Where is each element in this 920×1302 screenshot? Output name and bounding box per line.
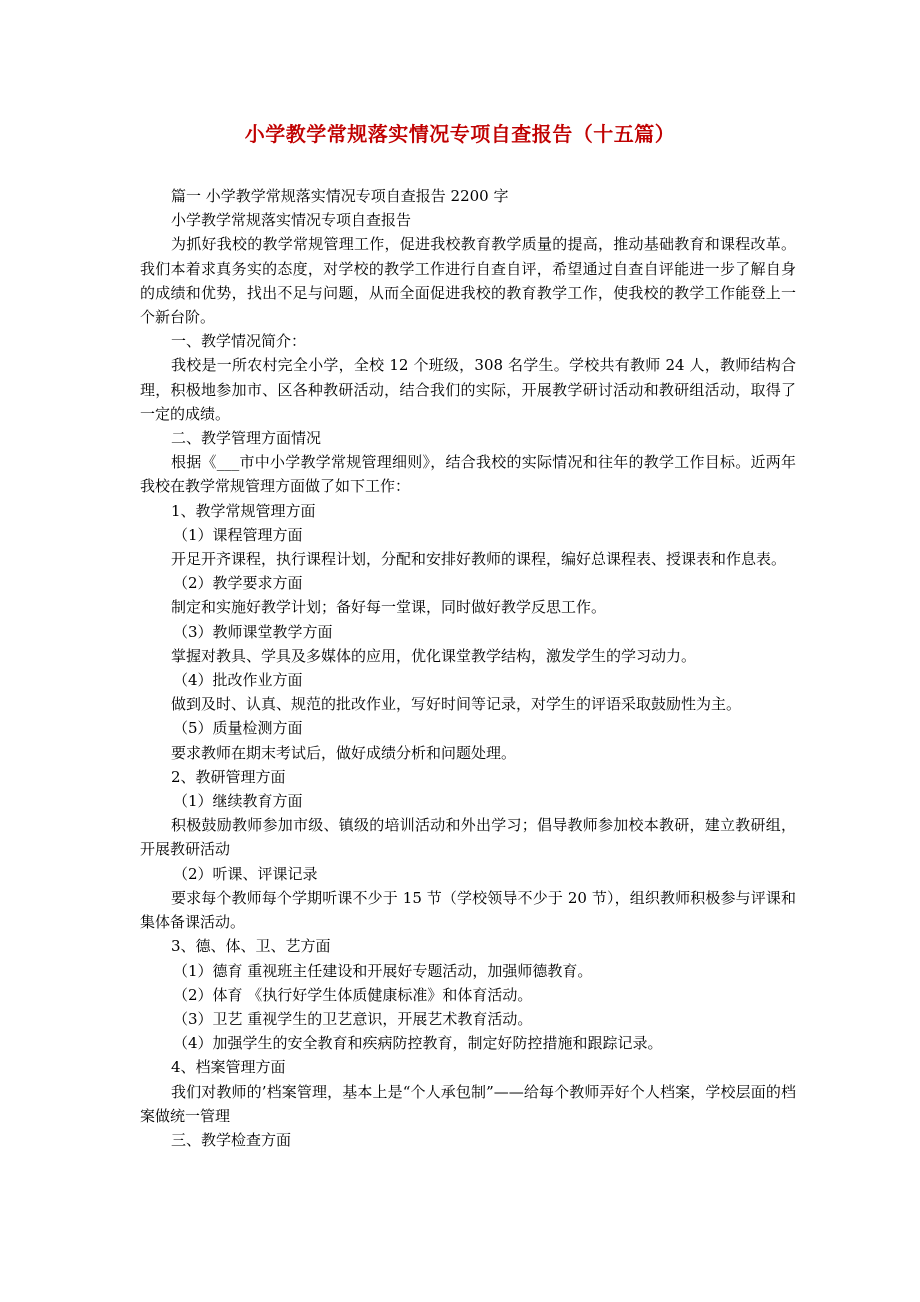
paragraph-homework: 做到及时、认真、规范的批改作业，写好时间等记录，对学生的评语采取鼓励性为主。: [171, 695, 742, 714]
section-heading-1: 一、教学情况简介：: [171, 332, 307, 351]
item-heading-lesson-observation: （2）听课、评课记录: [173, 864, 318, 883]
paragraph-continuing-education: 积极鼓励教师参加市级、镇级的培训活动和外出学习；倡导教师参加校本教研，建立教研组，开展教研活动: [140, 816, 796, 859]
item-moral-education: （1）德育 重视班主任建设和开展好专题活动，加强师德教育。: [173, 961, 593, 980]
paragraph-report-subtitle: 小学教学常规落实情况专项自查报告: [171, 211, 412, 230]
paragraph-chapter-heading: 篇一 小学教学常规落实情况专项自查报告 2200 字: [171, 187, 509, 205]
paragraph-lesson-observation: 要求每个教师每个学期听课不少于 15 节（学校领导不少于 20 节），组织教师积极参与评课和集体备课活动。: [140, 888, 796, 932]
item-physical-education: （2）体育 《执行好学生体质健康标准》和体育活动。: [173, 985, 533, 1004]
document-title: 小学教学常规落实情况专项自查报告（十五篇）: [244, 122, 676, 146]
paragraph-school-overview: 我校是一所农村完全小学，全校 12 个班级，308 名学生。学校共有教师 24 人，教师结构合理，积极地参加市、区各种教研活动，结合我们的实际，开展教学研讨活动和教研组活动，取得了一定的成绩。: [140, 356, 796, 423]
paragraph-classroom-teaching: 掌握对教具、学具及多媒体的应用，优化课堂教学结构，激发学生的学习动力。: [171, 646, 697, 665]
section-heading-3: 三、教学检查方面: [171, 1130, 292, 1149]
subsection-heading-4: 4、档案管理方面: [171, 1058, 286, 1077]
item-heading-classroom-teaching: （3）教师课堂教学方面: [173, 622, 333, 641]
section-heading-2: 二、教学管理方面情况: [171, 429, 322, 448]
paragraph-curriculum: 开足开齐课程，执行课程计划，分配和安排好教师的课程，编好总课程表、授课表和作息表。: [171, 550, 787, 569]
item-safety-education: （4）加强学生的安全教育和疾病防控教育，制定好防控措施和跟踪记录。: [173, 1034, 663, 1053]
item-heading-teaching-requirements: （2）教学要求方面: [173, 574, 303, 593]
document-body: [140, 184, 796, 1152]
subsection-heading-1: 1、教学常规管理方面: [171, 501, 316, 520]
item-heading-quality-testing: （5）质量检测方面: [173, 719, 303, 738]
paragraph-intro: 为抓好我校的教学常规管理工作，促进我校教育教学质量的提高，推动基础教育和课程改革。我们本着求真务实的态度，对学校的教学工作进行自查自评，希望通过自查自评能进一步了解自身的成绩和优势，找出不足与问题，从而全面促进我校的教育教学工作，使我校的教学工作能登上一个新台阶。: [140, 235, 796, 327]
paragraph-archive-management: 我们对教师的’档案管理，基本上是“个人承包制”——给每个教师弄好个人档案，学校层面的档案做统一管理: [140, 1082, 796, 1125]
paragraph-management-basis: 根据《___市中小学教学常规管理细则》，结合我校的实际情况和往年的教学工作目标。近两年我校在教学常规管理方面做了如下工作：: [140, 453, 796, 496]
paragraph-teaching-requirements: 制定和实施好教学计划；备好每一堂课，同时做好教学反思工作。: [171, 598, 607, 617]
subsection-heading-2: 2、教研管理方面: [171, 767, 286, 786]
item-heading-curriculum: （1）课程管理方面: [173, 525, 303, 544]
paragraph-quality-testing: 要求教师在期末考试后，做好成绩分析和问题处理。: [171, 743, 517, 762]
item-heading-continuing-education: （1）继续教育方面: [173, 792, 303, 811]
item-health-arts: （3）卫艺 重视学生的卫艺意识，开展艺术教育活动。: [173, 1009, 533, 1028]
item-heading-homework: （4）批改作业方面: [173, 671, 303, 690]
subsection-heading-3: 3、德、体、卫、艺方面: [171, 937, 331, 956]
